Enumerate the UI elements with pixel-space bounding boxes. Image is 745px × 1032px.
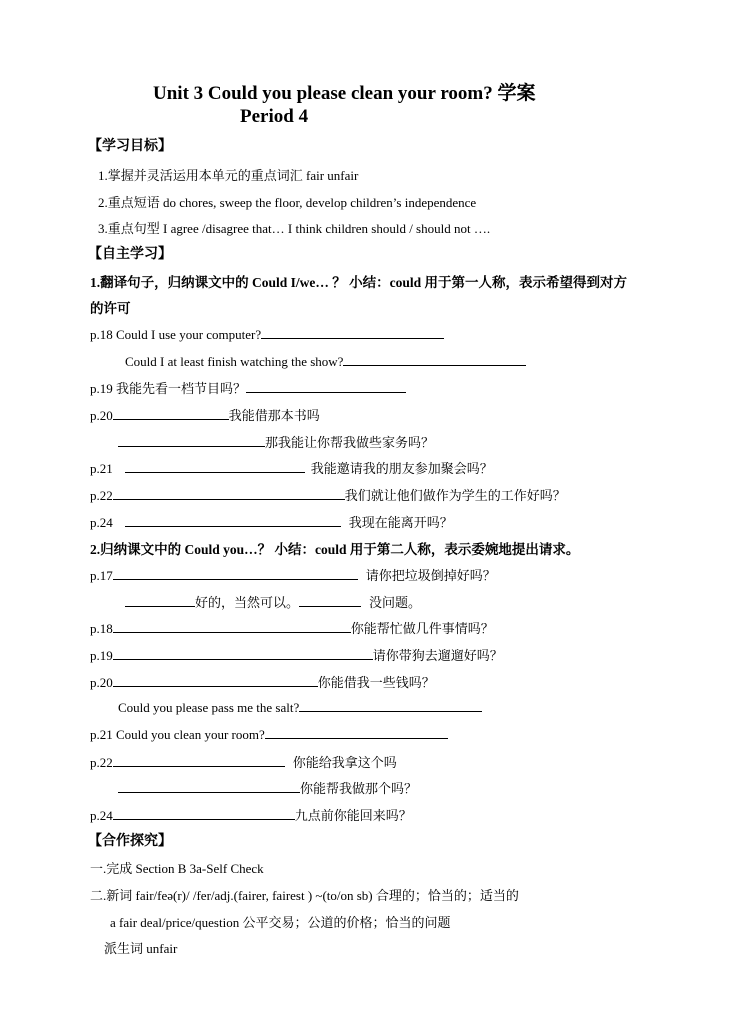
exercise-line: p.17 请你把垃圾倒掉好吗？ xyxy=(90,568,496,583)
page-title: Unit 3 Could you please clean your room? 学案 xyxy=(153,83,536,104)
exercise-line: Could you please pass me the salt? xyxy=(118,698,482,716)
exercise-line: p.18 Could I use your computer? xyxy=(90,325,444,343)
part1-heading: 1.翻译句子，归纳课文中的 Could I/we… ？ 小结：could 用于第一人称，表示希望得到对方 xyxy=(90,275,628,290)
cooperate-item: 二.新词 fair/feə(r)/ /fer/adj.(fairer, fairest ) ~(to/on sb) 合理的；恰当的；适当的 xyxy=(90,888,519,903)
answer-blank[interactable] xyxy=(118,433,265,447)
exercise-line: p.24 九点前你能回来吗？ xyxy=(90,808,412,823)
exercise-line: p.19 请你带狗去遛遛好吗？ xyxy=(90,648,503,663)
exercise-line: 那我能让你帮我做些家务吗？ xyxy=(118,432,434,451)
goal-item: 1.掌握并灵活运用本单元的重点词汇 fair unfair xyxy=(98,168,359,183)
goal-item: 2.重点短语 do chores, sweep the floor, develop children’s independence xyxy=(98,195,477,210)
answer-blank[interactable] xyxy=(113,486,345,500)
cooperate-item: 派生词 unfair xyxy=(104,941,178,956)
section-goals-heading: 【学习目标】 xyxy=(88,139,172,154)
part2-heading: 2.归纳课文中的 Could you…？ 小结：could 用于第二人称，表示委婉地提出请求。 xyxy=(90,542,580,557)
exercise-line: p.20 你能借我一些钱吗？ xyxy=(90,675,435,690)
answer-blank[interactable] xyxy=(113,806,295,820)
answer-blank[interactable] xyxy=(113,566,358,580)
answer-blank[interactable] xyxy=(299,593,361,607)
exercise-line: p.22 我们就让他们做作为学生的工作好吗？ xyxy=(90,488,566,503)
answer-blank[interactable] xyxy=(265,725,448,739)
exercise-line: 好的，当然可以。 没问题。 xyxy=(125,592,421,611)
exercise-line: Could I at least finish watching the show? xyxy=(125,352,526,370)
section-cooperate-heading: 【合作探究】 xyxy=(88,834,172,849)
answer-blank[interactable] xyxy=(113,646,373,660)
exercise-line: 你能帮我做那个吗？ xyxy=(118,778,417,797)
answer-blank[interactable] xyxy=(118,779,300,793)
exercise-line: p.21 我能邀请我的朋友参加聚会吗？ xyxy=(90,461,493,476)
answer-blank[interactable] xyxy=(246,379,406,393)
page-subtitle: Period 4 xyxy=(240,106,309,127)
exercise-line: p.20 我能借那本书吗 xyxy=(90,408,320,423)
answer-blank[interactable] xyxy=(125,593,195,607)
answer-blank[interactable] xyxy=(261,325,444,339)
answer-blank[interactable] xyxy=(113,673,318,687)
exercise-line: p.18 你能帮忙做几件事情吗？ xyxy=(90,621,494,636)
cooperate-item: 一.完成 Section B 3a-Self Check xyxy=(90,861,264,876)
answer-blank[interactable] xyxy=(113,406,229,420)
part1-heading-cont: 的许可 xyxy=(90,301,131,316)
answer-blank[interactable] xyxy=(113,619,351,633)
answer-blank[interactable] xyxy=(343,352,526,366)
answer-blank[interactable] xyxy=(113,753,285,767)
answer-blank[interactable] xyxy=(125,459,305,473)
cooperate-item: a fair deal/price/question 公平交易；公道的价格；恰当的问题 xyxy=(110,915,451,930)
exercise-line: p.19 我能先看一档节目吗？ xyxy=(90,378,406,397)
answer-blank[interactable] xyxy=(299,698,482,712)
goal-item: 3.重点句型 I agree /disagree that… I think children should / should not …. xyxy=(98,221,491,236)
exercise-line: p.22 你能给我拿这个吗 xyxy=(90,755,397,770)
answer-blank[interactable] xyxy=(125,513,341,527)
exercise-line: p.21 Could you clean your room? xyxy=(90,725,448,743)
exercise-line: p.24 我现在能离开吗？ xyxy=(90,515,453,530)
section-self-study-heading: 【自主学习】 xyxy=(88,247,172,262)
